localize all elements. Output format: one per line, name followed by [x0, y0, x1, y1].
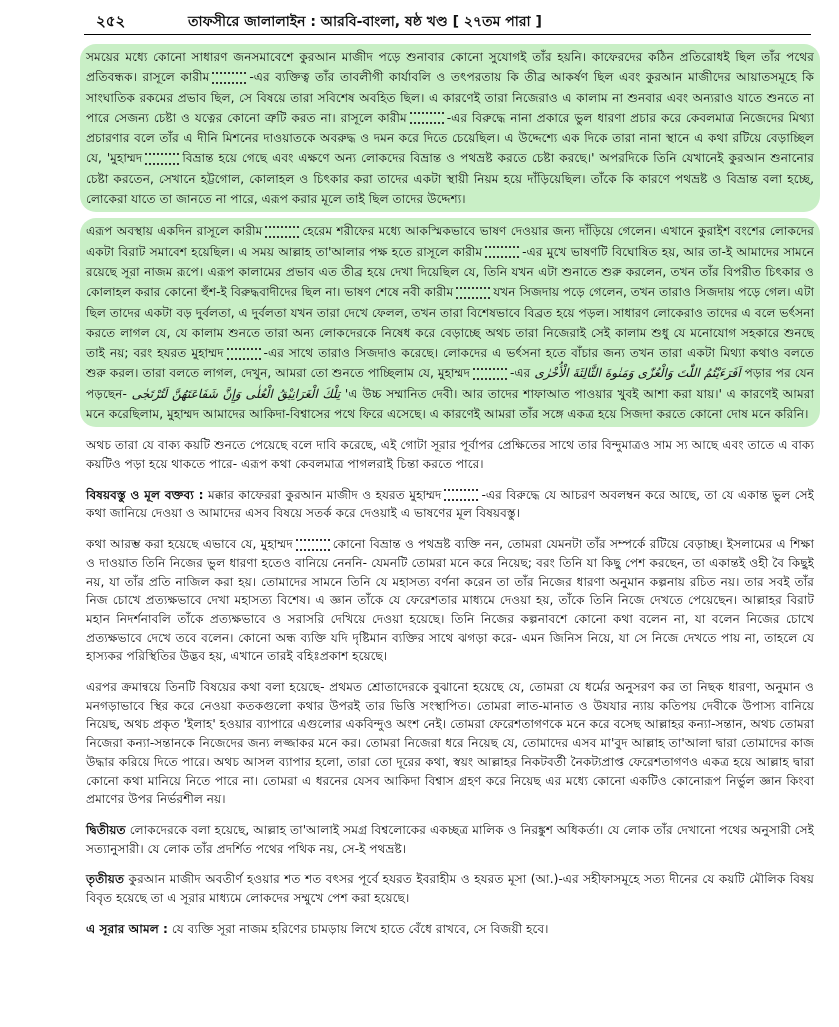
page-header [66, 4, 819, 34]
arabic-verse-2: تِلْكَ الْغَرَانِيْقُ الْعُلٰى وَإِنَّ شَفَاعَتَهُنَّ لَتُرْتَجٰى [131, 386, 341, 401]
paragraph-2-text-e: -এর সাথে তারাও সিজদাও করেছে। লোকদের এ ভর্ৎসনা হতে বাঁচার জন্য তখন তারা একটা মিথ্যা কথাও বলতে শুরু করল। তারা বলতে লাগল, দেখুন, আমরা তো শুনতে পাচ্ছিলাম যে, মুহাম্মদ [86, 346, 814, 381]
pbuh-icon [265, 226, 299, 238]
paragraph-3 [80, 433, 820, 476]
paragraph-4 [80, 483, 820, 526]
paragraph-2-text-g: পড়ার পর যেন পড়ছেন- [86, 366, 815, 401]
section-label-second: দ্বিতীয়ত [86, 823, 126, 837]
paragraph-9 [80, 917, 820, 942]
pbuh-icon [473, 368, 507, 380]
pbuh-icon [227, 348, 261, 360]
paragraph-1 [80, 44, 820, 212]
section-label-practice: এ সূরার আমল : [86, 921, 168, 936]
paragraph-7 [80, 818, 820, 861]
paragraph-6 [80, 675, 820, 812]
paragraph-2-text-c: -এর মুখে ভাষণটি বিঘোষিত হয়, আর তা-ই আমাদের সামনে রয়েছে সূরা নাজম রূপে। এরূপ কালামের প্রভাব এত তীব্র হয়ে দেখা দিয়েছিল যে, তিনি যখন এটা শুনাতে শুরু করলেন, তখন তাঁর বিপরীত চিৎকার ও কোলাহল করার কোনো হুঁশ-ই বিরুদ্ধবাদীদের ছিল না। ভাষণ শেষে নবী কারীম [86, 244, 814, 300]
paragraph-4-text: মক্কার কাফেররা কুরআন মাজীদ ও হযরত মুহাম্মদ [207, 487, 442, 502]
paragraph-1-text-c: -এর বিরুদ্ধে নানা প্রকারে ভুল ধারণা প্রচার করে কেবলমাত্র নিজেদের মিথ্যা প্রচারণার বলে তাঁর এ দীনি মিশনের দাওয়াতকে অবরুদ্ধ ও দমন করে দিতে চেয়েছিল। এ উদ্দেশ্যে এক দিকে তারা নানা স্থানে এ কথা রটিয়ে বেড়াচ্ছিল যে, 'মুহাম্মদ [86, 110, 814, 166]
section-label-subject: বিষয়বস্তু ও মূল বক্তব্য : [86, 487, 204, 502]
paragraph-4-text-b: -এর বিরুদ্ধে যে আচরণ অবলম্বন করে আছে, তা যে একান্ত ভুল সেই কথা জানিয়ে দেওয়া ও আমাদের এসব বিষয়ে সতর্ক করে দেওয়াই এ ভাষণের মূল বিষয়বস্তু। [86, 487, 814, 521]
pbuh-icon [212, 72, 246, 84]
header-rule [84, 34, 811, 35]
paragraph-6-text: এরপর ক্রমান্বয়ে তিনটি বিষয়ের কথা বলা হয়েছে- প্রথমত শ্রোতাদেরকে বুঝানো হয়েছে যে, তোমরা যে ধর্মের অনুসরণ কর তা নিছক ধারণা, অনুমান ও মনগড়াভাবে স্থির করে নেওয়া কতকগুলো কথার উপরই তার ভিত্তি সংস্থাপিত। তোমরা লাত-মানাত ও উযযার ন্যায় কতিপয় দেবীকে উপাস্য বানিয়ে নিয়েছ, অথচ প্রকৃত 'ইলাহ' হওয়ার ব্যাপারে এগুলোর একবিন্দুও অংশ নেই। তোমরা ফেরেশতাগণকে মনে করে বসেছ আল্লাহর কন্যা-সন্তান, অথচ তোমরা নিজেরা কন্যা-সন্তানকে নিজেদের জন্য লজ্জাকর মনে কর। তোমরা নিজেরা ধরে নিয়েছ যে, তোমাদের এসব মা'বুদ আল্লাহ তা'আলা দ্বারা তোমাদের কাজ উদ্ধার করিয়ে দিতে পারে। অথচ আসল ব্যাপার হলো, তারা তো দূরের কথা, স্বয়ং আল্লাহর নিকটবর্তী নৈকট্যপ্রাপ্ত ফেরেশতাগণও একত্র হয়ে আল্লাহ দ্বারা কোনো কথা মানিয়ে নিতে পারে না। তোমরা এ ধরনের যেসব আকিদা বিশ্বাস গ্রহণ করে নিয়েছ এর মধ্যে কোনো একটিও কোনোরূপ নির্ভুল জ্ঞান কিংবা প্রমাণের উপর নির্ভরশীল নয়। [86, 680, 814, 807]
section-label-third: তৃতীয়ত [86, 872, 125, 887]
paragraph-2-text-h: 'এ উচ্চ সম্মানিত দেবী। আর তাদের শাফাআত পাওয়ার খুবই আশা করা যায়।' এ কারণেই আমরা মনে করেছিলাম, মুহাম্মদ আমাদের আকিদা-বিশ্বাসের পথে ফিরে এসেছে। এ কারণেই আমরা তাঁর সঙ্গে একত্র হয়ে সিজদা করতে কোনো দোষ মনে করিনি। [86, 386, 814, 422]
pbuh-icon [444, 489, 478, 501]
pbuh-icon [145, 153, 179, 165]
page-number: ২৫২ [96, 12, 126, 30]
paragraph-1-text-d: বিভ্রান্ত হয়ে গেছে এবং এক্ষণে অন্য লোকদের বিভ্রান্ত ও পথভ্রষ্ট করতে চেষ্টা করছে।' অপরদিকে তিনি যেখানেই কুরআন শুনানোর চেষ্টা করতেন, সেখানে হট্টগোল, কোলাহল ও চিৎকার করা তাদের একটা স্থায়ী নিয়ম হয়ে দাঁড়িয়েছিল। তাঁকে কি কারণে পথভ্রষ্ট ও বিভ্রান্ত বলা হচ্ছে, লোকেরা যাতে তা জানতে না পারে, এরূপ করার মূলে তাই ছিল তাদের উদ্দেশ্য। [86, 151, 814, 207]
pbuh-icon [456, 287, 490, 299]
paragraph-1-text-b: -এর ব্যক্তিত্ব তাঁর তাবলীগী কার্যাবলি ও তৎপরতায় কি তীব্র আকর্ষণ ছিল এবং কুরআন মাজীদের আয়াতসমূহে কি সাংঘাতিক রকমের প্রভাব ছিল, সে বিষয়ে তারা সবিশেষ অবহিত ছিল। এ কারণেই তারা নিজেরাও এ কালাম না শুনবার এবং অন্যরাও যাতে শুনতে না পারে সেজন্য চেষ্টা ও যত্নের কোনো ত্রুটি করত না। রাসূলে কারীম [86, 70, 814, 125]
paragraph-2-text-d: যখন সিজদায় পড়ে গেলেন, তখন তারাও সিজদায় পড়ে গেল। এটা ছিল তাদের একটা বড় দুর্বলতা, এ দুর্বলতা যখন তারা দেখে ফেলল, তখন তারা বিশেষভাবে বিব্রত হয়ে পড়ল। সাধারণ লোকেরাও তাদের এ বলে ভর্ৎসনা করতে লাগল যে, যে কালাম শুনতে তারা অন্য লোকদেরকে নিষেধ করে বেড়াচ্ছে অথচ তারা নিজেরাই সেই কালাম শুধু যে মনোযোগ সহকারে শুনছে তাই নয়; বরং হযরত মুহাম্মদ [86, 285, 814, 361]
paragraph-8-text: কুরআন মাজীদ অবতীর্ণ হওয়ার শত শত বৎসর পূর্বে হযরত ইবরাহীম ও হযরত মূসা (আ.)-এর সহীফাসমূহে সত্য দীনের যে কয়টি মৌলিক বিষয় বিবৃত হয়েছে তা এ সূরার মাধ্যমে লোকদের সম্মুখে পেশ করা হয়েছে। [86, 872, 814, 906]
paragraph-8 [80, 867, 820, 910]
paragraph-7-text: লোকদেরকে বলা হয়েছে, আল্লাহ তা'আলাই সমগ্র বিশ্বলোকের একচ্ছত্র মালিক ও নিরঙ্কুশ অধিকর্তা। যে লোক তাঁর দেখানো পথের অনুসারী সেই সত্যানুসারী। যে লোক তাঁর প্রদর্শিত পথের পথিক নয়, সে-ই পথভ্রষ্ট। [86, 823, 814, 856]
paragraph-2 [80, 218, 820, 427]
pbuh-icon [410, 112, 444, 124]
pbuh-icon [296, 539, 330, 551]
pbuh-icon [485, 246, 519, 258]
paragraph-2-text-b: হেরেম শরীফের মধ্যে আকস্মিকভাবে ভাষণ দেওয়ার জন্য দাঁড়িয়ে গেলেন। এখানে কুরাইশ বংশের লোকদের একটা বিরাট সমাবেশ হয়েছিল। এ সময় আল্লাহ তা'আলার পক্ষ হতে রাসূলে কারীম [86, 224, 814, 259]
paragraph-1-text: সময়ের মধ্যে কোনো সাধারণ জনসমাবেশে কুরআন মাজীদ পড়ে শুনাবার কোনো সুযোগই তাঁর হয়নি। কাফেরদের কঠিন প্রতিরোধই ছিল তাঁর পথের প্রতিবন্ধক। রাসূলে কারীম [86, 50, 814, 85]
running-head: তাফসীরে জালালাইন : আরবি-বাংলা, ষষ্ঠ খণ্ড [ ২৭তম পারা ] [188, 14, 542, 30]
paragraph-3-text: অথচ তারা যে বাক্য কয়টি শুনতে পেয়েছে বলে দাবি করেছে, এই গোটা সূরার পূর্বাপর প্রেক্ষিতের সাথে তার বিন্দুমাত্রও সাম স্য আছে এবং তাতে এ বাক্য কয়টিও পড়া হয়ে থাকতে পারে- এরূপ কথা কেবলমাত্র পাগলরাই চিন্তা করতে পারে। [86, 438, 814, 472]
paragraph-5-text: কথা আরম্ভ করা হয়েছে এভাবে যে, মুহাম্মদ [86, 537, 293, 552]
paragraph-2-text-f: -এর [510, 366, 531, 381]
paragraph-5-text-b: কোনো বিভ্রান্ত ও পথভ্রষ্ট ব্যক্তি নন, তোমরা যেমনটা তাঁর সম্পর্কে রটিয়ে বেড়াচ্ছ। ইসলামের এ শিক্ষা ও দাওয়াত তিনি নিজের ভুল ধারণা হতেও বানিয়ে নেননি- যেমনটি তোমরা মনে করে নিয়েছ; বরং তিনি যা কিছু পেশ করছেন, তা একান্তই ওহী বৈ কিছুই নয়, যা তাঁর প্রতি নাজিল করা হয়। তোমাদের সামনে তিনি যে মহাসত্য বর্ণনা করেন তা তাঁর নিজের ধারণা অনুমান কল্পনায় রচিত নয়। তার সবই তাঁর নিজ চোখে প্রত্যক্ষভাবে দেখা মহাসত্য বিশেষ। এ জ্ঞান তাঁকে যে ফেরেশতার মাধ্যমে দেওয়া হয়, তাঁকে তিনি নিজে দেখতে পেয়েছেন। আল্লাহর বিরাট মহান নিদর্শনাবলি তাঁকে প্রত্যক্ষভাবে ও সরাসরি দেখিয়ে দেওয়া হয়েছে। তিনি নিজের কল্পনাবশে কোনো কথা বলেন না, যা বলেন নিজের চোখে প্রত্যক্ষভাবে দেখে তবে বলেন। কোনো অন্ধ ব্যক্তি যদি দৃষ্টিমান ব্যক্তির সাথে ঝগড়া করে- এমন জিনিস নিয়ে, যা সে নিজে দেখতে পায় না, তাহলে যে হাস্যকর পরিস্থিতির উদ্ভব হয়, এখানে তারই বহিঃপ্রকাশ হয়েছে। [86, 537, 815, 664]
paragraph-2-text: এরূপ অবস্থায় একদিন রাসূলে কারীম [86, 224, 263, 239]
paragraph-5 [80, 532, 820, 669]
paragraph-9-text: যে ব্যক্তি সূরা নাজম হরিণের চামড়ায় লিখে হাতে বেঁধে রাখবে, সে বিজয়ী হবে। [171, 921, 549, 936]
page-body [80, 44, 820, 948]
arabic-verse-1: اَفَرَءَيْتُمُ اللّٰتَ وَالْعُزّٰى وَمَنٰوةَ الثَّالِثَةَ الْأُخْرٰى [534, 366, 741, 381]
